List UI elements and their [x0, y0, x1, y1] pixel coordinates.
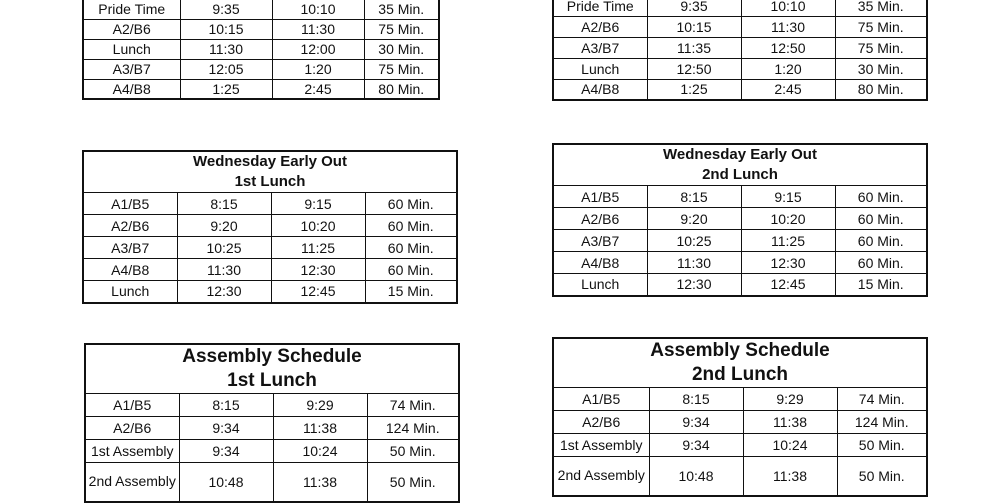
end-time-cell: 11:25: [271, 237, 365, 259]
duration-cell: 60 Min.: [365, 215, 457, 237]
period-cell: Lunch: [83, 39, 180, 59]
schedule-row: [83, 193, 457, 215]
duration-cell: 60 Min.: [835, 230, 927, 252]
schedule-row: [85, 440, 459, 463]
start-time-cell: 10:25: [647, 230, 741, 252]
start-time-cell: 12:30: [647, 274, 741, 296]
period-cell: A1/B5: [83, 193, 177, 215]
period-cell: Lunch: [553, 274, 647, 296]
start-time-cell: 10:25: [177, 237, 271, 259]
end-time-cell: 2:45: [741, 79, 835, 100]
duration-cell: 60 Min.: [835, 208, 927, 230]
duration-cell: 74 Min.: [837, 388, 927, 411]
end-time-cell: 9:15: [741, 186, 835, 208]
schedule-row: [553, 230, 927, 252]
period-cell: A4/B8: [83, 79, 180, 99]
period-cell: A2/B6: [553, 411, 649, 434]
period-cell: A3/B7: [553, 230, 647, 252]
start-time-cell: 12:50: [647, 58, 741, 79]
end-time-cell: 12:30: [741, 252, 835, 274]
schedule-row: [85, 417, 459, 440]
duration-cell: 50 Min.: [367, 463, 459, 502]
start-time-cell: 8:15: [177, 193, 271, 215]
start-time-cell: 11:35: [647, 37, 741, 58]
start-time-cell: 11:30: [177, 259, 271, 281]
duration-cell: 60 Min.: [835, 252, 927, 274]
schedule-row: [83, 215, 457, 237]
wednesday-2nd-lunch-table: [552, 143, 928, 297]
period-cell: Lunch: [553, 58, 647, 79]
start-time-cell: 8:15: [649, 388, 743, 411]
end-time-cell: 12:45: [271, 281, 365, 303]
schedule-row: [553, 58, 927, 79]
duration-cell: 50 Min.: [837, 434, 927, 457]
end-time-cell: 11:38: [743, 411, 837, 434]
period-cell: 1st Assembly: [85, 440, 179, 463]
period-cell: A3/B7: [83, 237, 177, 259]
assembly-1st-lunch-title: Assembly Schedule 1st Lunch: [85, 344, 459, 394]
end-time-cell: 11:38: [273, 463, 367, 502]
duration-cell: 60 Min.: [365, 259, 457, 281]
assembly-2nd-lunch-table: [552, 337, 928, 497]
start-time-cell: 10:15: [180, 19, 272, 39]
start-time-cell: 9:34: [649, 411, 743, 434]
schedule-row: [83, 19, 439, 39]
assembly-1st-lunch-table: [84, 343, 460, 503]
period-cell: A2/B6: [553, 208, 647, 230]
wednesday-1st-lunch-title: Wednesday Early Out 1st Lunch: [83, 151, 457, 193]
start-time-cell: 10:48: [649, 457, 743, 496]
schedule-row: [553, 457, 927, 496]
duration-cell: 75 Min.: [364, 19, 439, 39]
end-time-cell: 10:20: [741, 208, 835, 230]
duration-cell: 50 Min.: [367, 440, 459, 463]
schedule-row: [553, 388, 927, 411]
duration-cell: 50 Min.: [837, 457, 927, 496]
assembly-2nd-lunch-title: Assembly Schedule 2nd Lunch: [553, 338, 927, 388]
end-time-cell: 9:29: [743, 388, 837, 411]
schedule-row: [553, 434, 927, 457]
duration-cell: 15 Min.: [365, 281, 457, 303]
end-time-cell: 10:10: [741, 0, 835, 16]
duration-cell: 60 Min.: [835, 186, 927, 208]
end-time-cell: 12:30: [271, 259, 365, 281]
start-time-cell: 9:34: [179, 440, 273, 463]
period-cell: A2/B6: [553, 16, 647, 37]
duration-cell: 15 Min.: [835, 274, 927, 296]
end-time-cell: 10:24: [743, 434, 837, 457]
period-cell: A4/B8: [83, 259, 177, 281]
duration-cell: 60 Min.: [365, 193, 457, 215]
start-time-cell: 9:20: [177, 215, 271, 237]
duration-cell: 124 Min.: [837, 411, 927, 434]
schedule-row: [83, 79, 439, 99]
duration-cell: 124 Min.: [367, 417, 459, 440]
end-time-cell: 10:10: [272, 0, 364, 19]
start-time-cell: 11:30: [647, 252, 741, 274]
schedule-row: [83, 0, 439, 19]
regular-2nd-lunch-table: [552, 0, 928, 101]
schedule-row: [83, 259, 457, 281]
duration-cell: 35 Min.: [364, 0, 439, 19]
start-time-cell: 1:25: [647, 79, 741, 100]
period-cell: A2/B6: [83, 19, 180, 39]
duration-cell: 80 Min.: [835, 79, 927, 100]
start-time-cell: 12:30: [177, 281, 271, 303]
end-time-cell: 11:30: [741, 16, 835, 37]
schedule-row: [553, 16, 927, 37]
schedule-row: [553, 274, 927, 296]
schedule-row: [553, 186, 927, 208]
period-cell: 2nd Assembly: [85, 463, 179, 502]
period-cell: A1/B5: [85, 394, 179, 417]
period-cell: A2/B6: [83, 215, 177, 237]
start-time-cell: 8:15: [179, 394, 273, 417]
end-time-cell: 1:20: [741, 58, 835, 79]
period-cell: A4/B8: [553, 79, 647, 100]
end-time-cell: 11:38: [273, 417, 367, 440]
duration-cell: 30 Min.: [364, 39, 439, 59]
start-time-cell: 12:05: [180, 59, 272, 79]
period-cell: Pride Time: [553, 0, 647, 16]
schedule-row: [553, 79, 927, 100]
start-time-cell: 10:15: [647, 16, 741, 37]
end-time-cell: 12:00: [272, 39, 364, 59]
end-time-cell: 1:20: [272, 59, 364, 79]
start-time-cell: 9:34: [649, 434, 743, 457]
start-time-cell: 9:35: [647, 0, 741, 16]
regular-1st-lunch-table: [82, 0, 440, 100]
period-cell: Pride Time: [83, 0, 180, 19]
start-time-cell: 9:34: [179, 417, 273, 440]
end-time-cell: 11:25: [741, 230, 835, 252]
end-time-cell: 9:15: [271, 193, 365, 215]
schedule-row: [83, 281, 457, 303]
period-cell: 1st Assembly: [553, 434, 649, 457]
period-cell: 2nd Assembly: [553, 457, 649, 496]
schedule-row: [553, 37, 927, 58]
schedule-row: [553, 252, 927, 274]
period-cell: A4/B8: [553, 252, 647, 274]
duration-cell: 35 Min.: [835, 0, 927, 16]
end-time-cell: 12:50: [741, 37, 835, 58]
duration-cell: 30 Min.: [835, 58, 927, 79]
wednesday-1st-lunch-table: [82, 150, 458, 304]
duration-cell: 75 Min.: [835, 37, 927, 58]
end-time-cell: 11:30: [272, 19, 364, 39]
period-cell: A3/B7: [83, 59, 180, 79]
schedule-row: [553, 208, 927, 230]
end-time-cell: 2:45: [272, 79, 364, 99]
schedule-row: [85, 394, 459, 417]
schedule-row: [83, 59, 439, 79]
period-cell: A1/B5: [553, 388, 649, 411]
start-time-cell: 1:25: [180, 79, 272, 99]
duration-cell: 80 Min.: [364, 79, 439, 99]
start-time-cell: 11:30: [180, 39, 272, 59]
start-time-cell: 9:20: [647, 208, 741, 230]
period-cell: A3/B7: [553, 37, 647, 58]
wednesday-2nd-lunch-title: Wednesday Early Out 2nd Lunch: [553, 144, 927, 186]
duration-cell: 60 Min.: [365, 237, 457, 259]
end-time-cell: 10:20: [271, 215, 365, 237]
period-cell: Lunch: [83, 281, 177, 303]
schedule-row: [553, 411, 927, 434]
schedule-row: [83, 39, 439, 59]
duration-cell: 75 Min.: [835, 16, 927, 37]
duration-cell: 74 Min.: [367, 394, 459, 417]
start-time-cell: 8:15: [647, 186, 741, 208]
end-time-cell: 9:29: [273, 394, 367, 417]
start-time-cell: 9:35: [180, 0, 272, 19]
schedule-row: [83, 237, 457, 259]
end-time-cell: 12:45: [741, 274, 835, 296]
period-cell: A2/B6: [85, 417, 179, 440]
start-time-cell: 10:48: [179, 463, 273, 502]
duration-cell: 75 Min.: [364, 59, 439, 79]
period-cell: A1/B5: [553, 186, 647, 208]
schedule-row: [553, 0, 927, 16]
end-time-cell: 10:24: [273, 440, 367, 463]
end-time-cell: 11:38: [743, 457, 837, 496]
schedule-row: [85, 463, 459, 502]
